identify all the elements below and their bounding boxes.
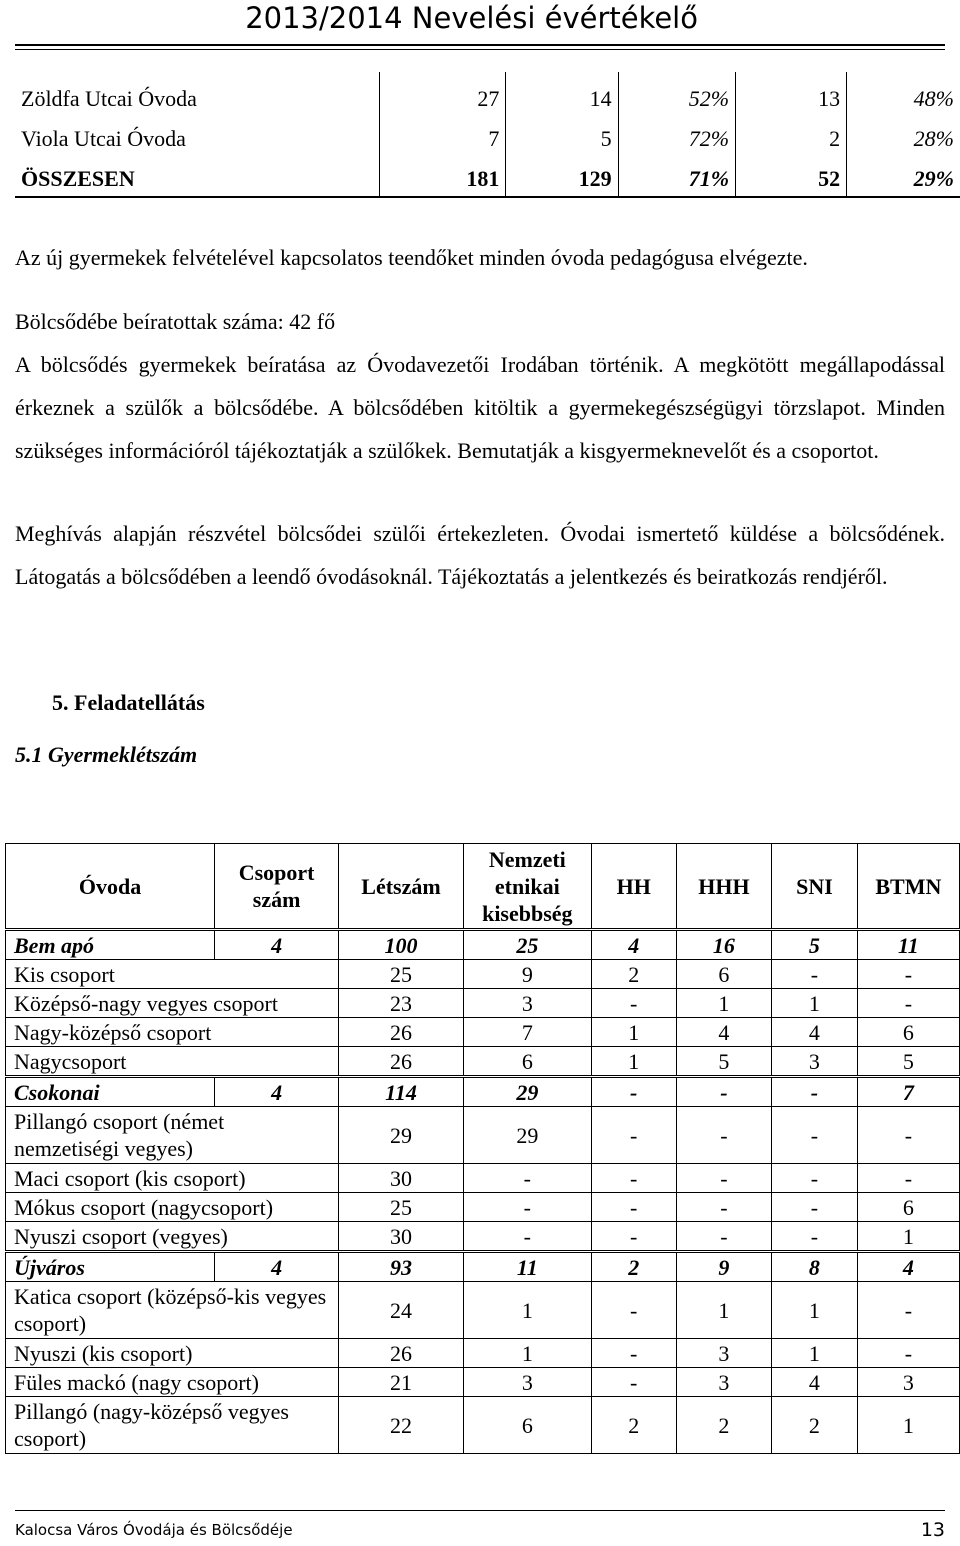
group-row xyxy=(6,1193,960,1222)
summary-row xyxy=(15,72,960,112)
header-divider xyxy=(15,44,945,46)
summary-value: - xyxy=(676,1077,771,1107)
group-value: 24 xyxy=(339,1282,464,1339)
group-value: 6 xyxy=(857,1018,959,1047)
group-value: 29 xyxy=(339,1107,464,1164)
group-row xyxy=(6,1397,960,1454)
group-row xyxy=(6,1222,960,1252)
group-row xyxy=(6,960,960,989)
group-value: 30 xyxy=(339,1222,464,1252)
summary-value: 29 xyxy=(463,1077,591,1107)
summary-cell-name: Zöldfa Utcai Óvoda xyxy=(21,86,197,111)
group-value: 1 xyxy=(857,1397,959,1454)
summary-value: 93 xyxy=(339,1252,464,1282)
summary-cell-name: Viola Utcai Óvoda xyxy=(21,126,186,151)
group-value: - xyxy=(676,1193,771,1222)
group-value: 2 xyxy=(676,1397,771,1454)
column-header: Létszám xyxy=(339,844,464,930)
group-value: - xyxy=(857,1282,959,1339)
group-value: 4 xyxy=(772,1018,858,1047)
summary-row xyxy=(15,152,960,197)
group-value: - xyxy=(857,1339,959,1368)
group-value: 3 xyxy=(463,989,591,1018)
summary-cell-value: 28% xyxy=(847,112,960,152)
group-value: 1 xyxy=(772,1282,858,1339)
summary-cell-value: 14 xyxy=(506,72,618,112)
group-name: Maci csoport (kis csoport) xyxy=(6,1164,339,1193)
group-value: 9 xyxy=(463,960,591,989)
summary-value: 25 xyxy=(463,930,591,960)
paragraph-enrollment: A bölcsődés gyermekek beíratása az Óvodavezetői Irodában történik. A megkötött megállapodással érkeznek a szülők a bölcsődébe. A bölcsődében kitöltik a gyermekegészségügyi törzslapot. Minden szükséges információról tájékoztatják a szülőkek. Bemutatják a kisgyermeknevelőt és a csoportot. xyxy=(15,352,945,463)
group-value: 4 xyxy=(676,1018,771,1047)
footer-divider xyxy=(15,1510,945,1511)
group-row xyxy=(6,1047,960,1077)
group-row xyxy=(6,1018,960,1047)
group-value: - xyxy=(463,1193,591,1222)
group-value: 6 xyxy=(463,1047,591,1077)
group-value: - xyxy=(591,1193,676,1222)
group-name: Kis csoport xyxy=(6,960,339,989)
group-value: 1 xyxy=(591,1047,676,1077)
group-value: 5 xyxy=(857,1047,959,1077)
paragraph-nursery-count: Bölcsődébe beíratottak száma: 42 fő xyxy=(15,309,336,334)
summary-value: 4 xyxy=(857,1252,959,1282)
group-value: 1 xyxy=(463,1282,591,1339)
subsection-heading: 5.1 Gyermeklétszám xyxy=(15,742,198,767)
group-value: 23 xyxy=(339,989,464,1018)
summary-value: 4 xyxy=(591,930,676,960)
group-value: 26 xyxy=(339,1339,464,1368)
column-header: Csoport szám xyxy=(215,844,339,930)
headcount-table xyxy=(5,843,960,1454)
summary-value: 4 xyxy=(215,1077,339,1107)
summary-cell-value: 181 xyxy=(379,152,506,197)
group-value: - xyxy=(591,1339,676,1368)
kindergarten-name: Bem apó xyxy=(6,930,215,960)
group-value: 29 xyxy=(463,1107,591,1164)
summary-value: 100 xyxy=(339,930,464,960)
group-value: 22 xyxy=(339,1397,464,1454)
group-value: 3 xyxy=(676,1339,771,1368)
summary-row xyxy=(15,112,960,152)
page-header-title: 2013/2014 Nevelési évértékelő xyxy=(245,1,698,35)
group-value: 2 xyxy=(591,960,676,989)
group-row xyxy=(6,1107,960,1164)
group-name: Nyuszi (kis csoport) xyxy=(6,1339,339,1368)
summary-cell-value: 52 xyxy=(736,152,847,197)
group-value: 25 xyxy=(339,960,464,989)
kindergarten-summary-row xyxy=(6,1077,960,1107)
group-value: 26 xyxy=(339,1047,464,1077)
group-name: Nyuszi csoport (vegyes) xyxy=(6,1222,339,1252)
group-value: 1 xyxy=(463,1339,591,1368)
group-name: Katica csoport (középső-kis vegyes csoport) xyxy=(6,1282,339,1339)
group-value: - xyxy=(857,989,959,1018)
group-value: 30 xyxy=(339,1164,464,1193)
group-value: - xyxy=(772,1164,858,1193)
group-name: Pillangó csoport (német nemzetiségi vegyes) xyxy=(6,1107,339,1164)
group-value: - xyxy=(857,1107,959,1164)
kindergarten-summary-row xyxy=(6,1252,960,1282)
group-value: 6 xyxy=(857,1193,959,1222)
group-value: 3 xyxy=(463,1368,591,1397)
group-value: - xyxy=(857,960,959,989)
group-value: - xyxy=(772,1222,858,1252)
summary-cell-value: 52% xyxy=(618,72,735,112)
group-value: 1 xyxy=(676,1282,771,1339)
column-header: Óvoda xyxy=(6,844,215,930)
group-value: 1 xyxy=(772,989,858,1018)
group-value: 1 xyxy=(591,1018,676,1047)
kindergarten-name: Újváros xyxy=(6,1252,215,1282)
page-number: 13 xyxy=(920,1519,945,1541)
group-value: - xyxy=(676,1164,771,1193)
group-name: Füles mackó (nagy csoport) xyxy=(6,1368,339,1397)
section-heading: 5. Feladatellátás xyxy=(52,690,205,715)
group-value: - xyxy=(676,1222,771,1252)
group-value: - xyxy=(463,1222,591,1252)
summary-value: 11 xyxy=(463,1252,591,1282)
summary-value: 16 xyxy=(676,930,771,960)
group-value: 1 xyxy=(676,989,771,1018)
group-value: 6 xyxy=(676,960,771,989)
summary-cell-value: 7 xyxy=(379,112,506,152)
summary-cell-value: 129 xyxy=(506,152,618,197)
summary-value: 2 xyxy=(591,1252,676,1282)
group-row xyxy=(6,989,960,1018)
group-value: 1 xyxy=(772,1339,858,1368)
summary-cell-name: ÖSSZESEN xyxy=(15,152,379,197)
group-row xyxy=(6,1164,960,1193)
summary-cell-value: 72% xyxy=(618,112,735,152)
group-value: - xyxy=(591,989,676,1018)
summary-value: 4 xyxy=(215,1252,339,1282)
group-row xyxy=(6,1368,960,1397)
group-value: 3 xyxy=(857,1368,959,1397)
summary-cell-value: 48% xyxy=(847,72,960,112)
summary-value: - xyxy=(772,1077,858,1107)
group-name: Mókus csoport (nagycsoport) xyxy=(6,1193,339,1222)
summary-table xyxy=(15,72,960,198)
group-value: 2 xyxy=(591,1397,676,1454)
group-name: Középső-nagy vegyes csoport xyxy=(6,989,339,1018)
group-value: 5 xyxy=(676,1047,771,1077)
column-header: Nemzeti etnikai kisebbség xyxy=(463,844,591,930)
summary-cell-value: 13 xyxy=(736,72,847,112)
summary-cell-value: 27 xyxy=(379,72,506,112)
column-header: HHH xyxy=(676,844,771,930)
group-row xyxy=(6,1339,960,1368)
group-value: 21 xyxy=(339,1368,464,1397)
summary-value: 8 xyxy=(772,1252,858,1282)
group-value: - xyxy=(591,1164,676,1193)
paragraph-cooperation: Meghívás alapján részvétel bölcsődei szülői értekezleten. Óvodai ismertető küldése a bölcsődének. Látogatás a bölcsődében a leendő óvodásoknál. Tájékoztatás a jelentkezés és beiratkozás rendjéről. xyxy=(15,521,945,589)
summary-value: 114 xyxy=(339,1077,464,1107)
group-value: - xyxy=(591,1368,676,1397)
group-value: 26 xyxy=(339,1018,464,1047)
group-value: - xyxy=(676,1107,771,1164)
kindergarten-summary-row xyxy=(6,930,960,960)
group-value: - xyxy=(772,1193,858,1222)
group-value: - xyxy=(591,1107,676,1164)
summary-value: - xyxy=(591,1077,676,1107)
summary-value: 4 xyxy=(215,930,339,960)
column-header: HH xyxy=(591,844,676,930)
group-value: 1 xyxy=(857,1222,959,1252)
group-value: 2 xyxy=(772,1397,858,1454)
summary-cell-value: 2 xyxy=(736,112,847,152)
group-name: Nagy-középső csoport xyxy=(6,1018,339,1047)
group-value: - xyxy=(772,960,858,989)
footer-text: Kalocsa Város Óvodája és Bölcsődéje xyxy=(15,1521,293,1539)
summary-value: 5 xyxy=(772,930,858,960)
group-value: 25 xyxy=(339,1193,464,1222)
header-divider-thin xyxy=(15,49,945,50)
group-value: - xyxy=(591,1282,676,1339)
column-header: SNI xyxy=(772,844,858,930)
group-value: 3 xyxy=(772,1047,858,1077)
group-value: 6 xyxy=(463,1397,591,1454)
summary-cell-value: 29% xyxy=(847,152,960,197)
summary-value: 9 xyxy=(676,1252,771,1282)
group-value: 4 xyxy=(772,1368,858,1397)
group-row xyxy=(6,1282,960,1339)
column-header: BTMN xyxy=(857,844,959,930)
group-value: 3 xyxy=(676,1368,771,1397)
kindergarten-name: Csokonai xyxy=(6,1077,215,1107)
summary-value: 11 xyxy=(857,930,959,960)
group-name: Nagycsoport xyxy=(6,1047,339,1077)
summary-cell-value: 71% xyxy=(618,152,735,197)
group-value: - xyxy=(857,1164,959,1193)
group-value: - xyxy=(772,1107,858,1164)
group-value: 7 xyxy=(463,1018,591,1047)
group-name: Pillangó (nagy-középső vegyes csoport) xyxy=(6,1397,339,1454)
paragraph-new-children: Az új gyermekek felvételével kapcsolatos teendőket minden óvoda pedagógusa elvégezte. xyxy=(15,245,808,270)
group-value: - xyxy=(463,1164,591,1193)
summary-cell-value: 5 xyxy=(506,112,618,152)
group-value: - xyxy=(591,1222,676,1252)
summary-value: 7 xyxy=(857,1077,959,1107)
